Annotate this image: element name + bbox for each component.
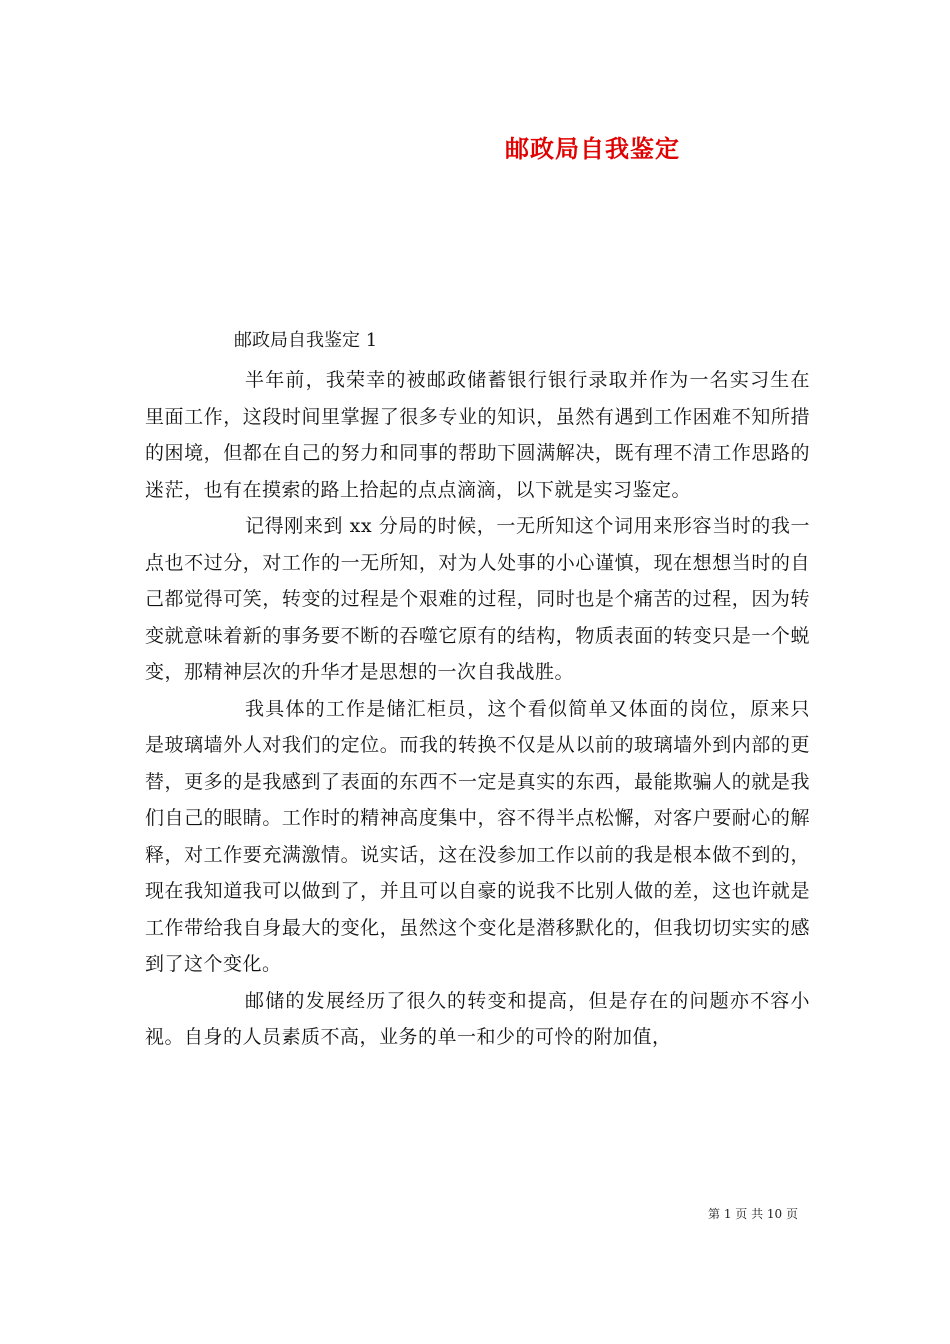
document-body bbox=[145, 362, 810, 1056]
paragraph-1: 半年前，我荣幸的被邮政储蓄银行银行录取并作为一名实习生在里面工作，这段时间里掌握了很多专业的知识，虽然有遇到工作困难不知所措的困境，但都在自己的努力和同事的帮助下圆满解决，既有理不清工作思路的迷茫，也有在摸索的路上拾起的点点滴滴，以下就是实习鉴定。 bbox=[145, 369, 810, 501]
section-heading: 邮政局自我鉴定 1 bbox=[234, 330, 378, 351]
paragraph-4: 邮储的发展经历了很久的转变和提高，但是存在的问题亦不容小视。自身的人员素质不高，业务的单一和少的可怜的附加值， bbox=[145, 989, 810, 1048]
page-number-footer: 第 1 页 共 10 页 bbox=[708, 1207, 798, 1221]
document-title: 邮政局自我鉴定 bbox=[505, 134, 680, 163]
paragraph-3: 我具体的工作是储汇柜员，这个看似简单又体面的岗位，原来只是玻璃墙外人对我们的定位。而我的转换不仅是从以前的玻璃墙外到内部的更替，更多的是我感到了表面的东西不一定是真实的东西，最能欺骗人的就是我们自己的眼睛。工作时的精神高度集中，容不得半点松懈，对客户要耐心的解释，对工作要充满激情。说实话，这在没参加工作以前的我是根本做不到的，现在我知道我可以做到了，并且可以自豪的说我不比别人做的差，这也许就是工作带给我自身最大的变化，虽然这个变化是潜移默化的，但我切切实实的感到了这个变化。 bbox=[145, 697, 810, 975]
paragraph-2: 记得刚来到 xx 分局的时候，一无所知这个词用来形容当时的我一点也不过分，对工作的一无所知，对为人处事的小心谨慎，现在想想当时的自己都觉得可笑，转变的过程是个艰难的过程，同时也是个痛苦的过程，因为转变就意味着新的事务要不断的吞噬它原有的结构，物质表面的转变只是一个蜕变，那精神层次的升华才是思想的一次自我战胜。 bbox=[145, 515, 810, 683]
